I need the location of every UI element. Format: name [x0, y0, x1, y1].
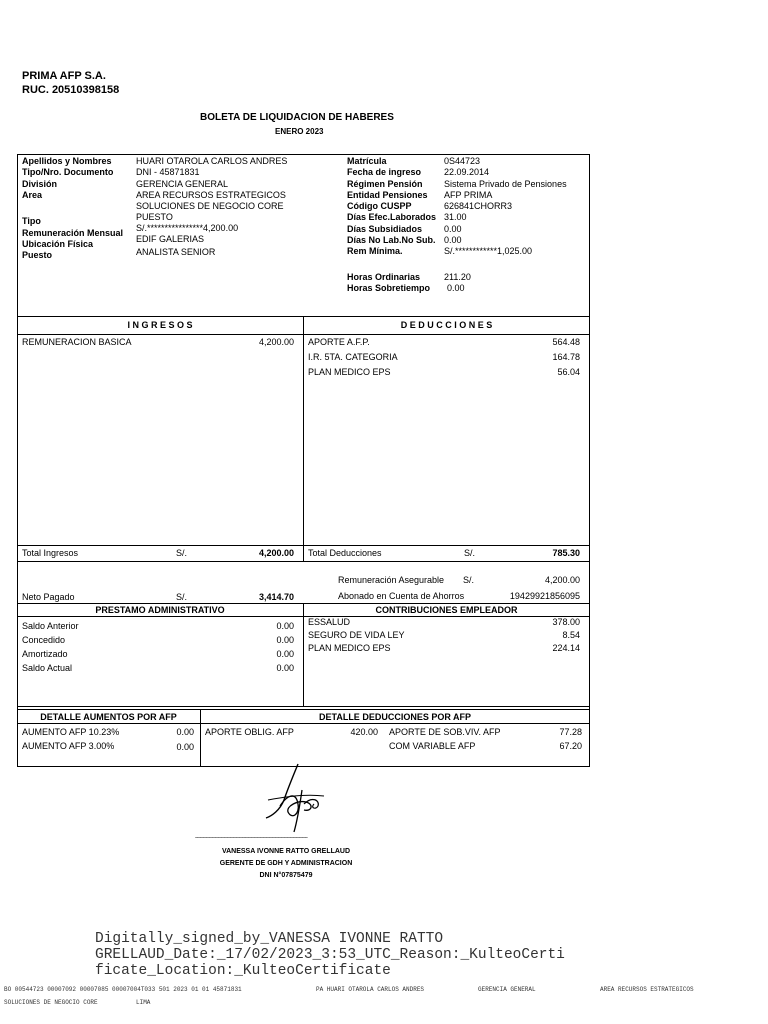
digital-signature-line: Digitally_signed_by_VANESSA IVONNE RATTO: [95, 931, 444, 947]
field-value: DNI - 45871831: [136, 167, 200, 178]
prestamo-value: 0.00: [276, 649, 294, 659]
neto-label: Neto Pagado: [22, 592, 75, 602]
field-label: Días Efec.Laborados: [347, 212, 437, 223]
field-label: Apellidos y Nombres: [22, 156, 112, 166]
deduccion-value: 164.78: [552, 352, 580, 362]
deducciones-afp-header: DETALLE DEDUCCIONES POR AFP: [318, 712, 471, 722]
prestamo-label: Amortizado: [22, 649, 68, 659]
signature-line: ---------------------------------------------------------------------------: [195, 835, 308, 841]
aumento-value: 0.00: [176, 742, 194, 752]
deduccion-afp-label: COM VARIABLE AFP: [389, 741, 476, 751]
field-value: 0.00: [444, 235, 462, 246]
employee-left-values: [136, 156, 287, 259]
field-label: [22, 201, 123, 212]
field-label: Tipo: [22, 216, 41, 227]
field-label: Días Subsidiados: [347, 223, 423, 234]
hours-label: Horas Ordinarias: [347, 272, 421, 282]
prestamo-label: Saldo Actual: [22, 663, 73, 673]
company-name: PRIMA AFP S.A.: [22, 70, 106, 82]
divider: [303, 603, 304, 706]
aporte-oblig-label: APORTE OBLIG. AFP: [205, 727, 294, 737]
aporte-oblig-value: 420.00: [350, 727, 378, 737]
abonado-label: Abonado en Cuenta de Ahorros: [338, 591, 465, 601]
field-label: Régimen Pensión: [347, 178, 423, 189]
aumento-label: AUMENTO AFP 10.23%: [22, 727, 120, 737]
divider: [303, 316, 304, 561]
field-label: Rem Mínima.: [347, 246, 403, 257]
total-deducciones-label: Total Deducciones: [308, 548, 382, 558]
field-value: AFP PRIMA: [444, 189, 493, 200]
deduccion-value: 564.48: [552, 337, 580, 347]
employee-left-labels: [22, 156, 123, 262]
field-label: Entidad Pensiones: [347, 189, 428, 200]
total-deducciones-value: 785.30: [552, 548, 580, 558]
neto-currency: S/.: [176, 592, 188, 602]
abonado-value: 19429921856095: [509, 591, 580, 601]
field-value: 0S44723: [444, 156, 481, 166]
contribucion-value: 378.00: [552, 617, 580, 627]
footer-employee: PA HUARI OTAROLA CARLOS ANDRES: [316, 986, 425, 993]
deduccion-label: I.R. 5TA. CATEGORIA: [308, 352, 398, 362]
field-value: 0.00: [444, 223, 462, 234]
footer-division: GERENCIA GENERAL: [478, 986, 536, 993]
employee-right-labels: [347, 156, 436, 258]
field-label: Código CUSPP: [347, 201, 412, 212]
deduccion-afp-value: 77.28: [559, 727, 582, 737]
footer-subarea: SOLUCIONES DE NEGOCIO CORE: [4, 999, 98, 1006]
field-label: Días No Lab.No Sub.: [347, 235, 436, 246]
deduccion-afp-value: 67.20: [559, 741, 582, 751]
field-label: Area: [22, 189, 43, 200]
aumento-label: AUMENTO AFP 3.00%: [22, 741, 115, 751]
total-ingresos-currency: S/.: [176, 548, 188, 558]
hours-label: Horas Sobretiempo: [347, 283, 431, 293]
field-value: AREA RECURSOS ESTRATEGICOS: [136, 189, 286, 200]
deduccion-label: PLAN MEDICO EPS: [308, 367, 391, 377]
field-value: GERENCIA GENERAL: [136, 178, 229, 189]
field-value: EDIF GALERIAS: [136, 234, 205, 245]
employee-right-values: [444, 156, 567, 258]
prestamo-value: 0.00: [276, 663, 294, 673]
rem-asegurable-value: 4,200.00: [544, 575, 580, 585]
contribuciones-header: CONTRIBUCIONES EMPLEADOR: [375, 605, 518, 615]
deduccion-afp-label: APORTE DE SOB.VIV. AFP: [389, 727, 501, 737]
rem-asegurable-currency: S/.: [463, 575, 475, 585]
divider: [17, 706, 590, 707]
footer-location: LIMA: [136, 999, 151, 1006]
hours-value: 0.00: [447, 283, 465, 293]
signer-name: VANESSA IVONNE RATTO GRELLAUD: [221, 848, 351, 855]
company-ruc: RUC. 20510398158: [22, 84, 120, 96]
prestamo-header: PRESTAMO ADMINISTRATIVO: [95, 605, 225, 615]
hours-value: 211.20: [444, 272, 471, 282]
prestamo-value: 0.00: [276, 635, 294, 645]
deduccion-label: APORTE A.F.P.: [308, 337, 370, 347]
field-value: 626841CHORR3: [444, 201, 513, 212]
deducciones-header: D E D U C C I O N E S: [400, 320, 493, 330]
contribucion-label: PLAN MEDICO EPS: [308, 643, 391, 653]
document-title: BOLETA DE LIQUIDACION DE HABERES: [200, 112, 394, 123]
ingreso-value: 4,200.00: [258, 337, 294, 347]
document-period: ENERO 2023: [275, 127, 324, 136]
total-deducciones-currency: S/.: [464, 548, 476, 558]
digital-signature-line: GRELLAUD_Date:_17/02/2023_3:53_UTC_Reason:_KulteoCerti: [95, 947, 565, 963]
rem-asegurable-label: Remuneración Asegurable: [338, 575, 445, 585]
aumentos-header: DETALLE AUMENTOS POR AFP: [40, 712, 177, 722]
field-label: Puesto: [22, 250, 53, 261]
ingresos-header: I N G R E S O S: [127, 320, 193, 330]
contribucion-value: 8.54: [562, 630, 580, 640]
signer-role: GERENTE DE GDH Y ADMINISTRACION: [219, 860, 353, 867]
field-value: S/.****************4,200.00: [136, 222, 239, 233]
contribucion-label: SEGURO DE VIDA LEY: [308, 630, 405, 640]
contribucion-label: ESSALUD: [308, 617, 351, 627]
total-ingresos-value: 4,200.00: [258, 548, 294, 558]
digital-signature-line: ficate_Location:_KulteoCertificate: [95, 963, 391, 979]
total-ingresos-label: Total Ingresos: [22, 548, 79, 558]
divider: [17, 709, 590, 710]
footer-area: AREA RECURSOS ESTRATEGICOS: [600, 986, 694, 993]
field-value: S/.************1,025.00: [444, 246, 533, 257]
field-value: 22.09.2014: [444, 167, 490, 178]
field-label: División: [22, 178, 58, 189]
prestamo-label: Saldo Anterior: [22, 621, 79, 631]
aumento-value: 0.00: [176, 727, 194, 737]
field-value: SOLUCIONES DE NEGOCIO CORE: [136, 201, 284, 212]
field-label: Remuneración Mensual: [22, 227, 124, 238]
contribucion-value: 224.14: [552, 643, 580, 653]
prestamo-label: Concedido: [22, 635, 66, 645]
field-value: Sistema Privado de Pensiones: [444, 178, 567, 189]
field-label: Ubicación Física: [22, 239, 94, 250]
field-value: ANALISTA SENIOR: [136, 247, 216, 258]
divider: [17, 545, 590, 546]
field-value: 31.00: [444, 212, 467, 223]
ingreso-label: REMUNERACION BASICA: [22, 337, 132, 347]
field-value: HUARI OTAROLA CARLOS ANDRES: [136, 156, 288, 166]
field-label: Fecha de ingreso: [347, 167, 422, 178]
field-label: Tipo/Nro. Documento: [22, 167, 114, 178]
divider: [17, 561, 590, 562]
footer-codes: BO 00544723 00007092 00007085 00007004T033 501 2023 01 01 45871831: [4, 986, 242, 993]
handwritten-signature: [258, 760, 338, 836]
field-value: PUESTO: [136, 212, 173, 223]
prestamo-value: 0.00: [276, 621, 294, 631]
deduccion-value: 56.04: [557, 367, 580, 377]
neto-value: 3,414.70: [258, 592, 294, 602]
signer-dni: DNI N°07875479: [259, 872, 313, 879]
divider: [17, 723, 590, 724]
digital-signature-stamp: [95, 931, 565, 979]
field-label: Matrícula: [347, 156, 387, 166]
